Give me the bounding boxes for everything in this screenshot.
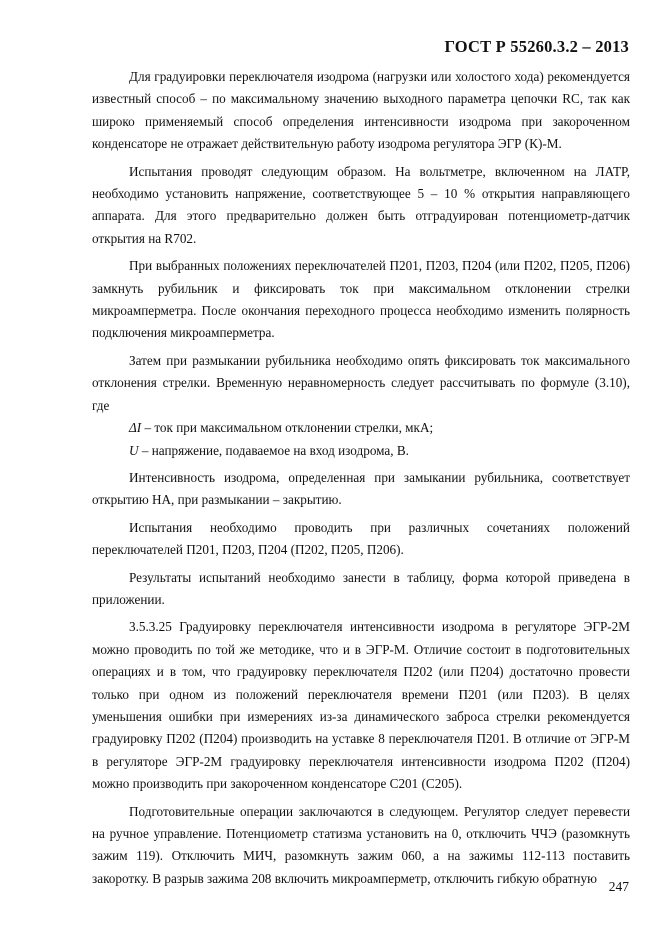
formula-variable-u xyxy=(92,440,630,462)
document-body xyxy=(92,66,630,895)
paragraph-switch-combinations: Испытания необходимо проводить при различных сочетаниях положений переключателей П201, П203, П204 (П202, П205, П206). xyxy=(92,519,630,558)
page-number: 247 xyxy=(608,879,629,894)
paragraph-section-3-5-3-25: 3.5.3.25 Градуировку переключателя интенсивности изодрома в регуляторе ЭГР-2М можно проводить по той же методике, что и в ЭГР-М. Отличие состоит в подготовительных операциях и в том, что градуировку переключателя П202 (или П204) достаточно провести только при одном из положений переключателя времени П201 (или П203). В целях уменьшения ошибки при измерениях из-за динамического заброса стрелки рекомендуется градуировку П202 (П204) производить на уставке 8 переключателя П201. В отличие от ЭГР-М в регуляторе ЭГР-2М градуировку переключателя интенсивности изодрома П202 (П204) можно производить при закороченном конденсаторе С201 (С205). xyxy=(92,619,630,792)
delta-i-description: – ток при максимальном отклонении стрелки, мкА; xyxy=(141,420,434,436)
formula-variable-delta-i xyxy=(92,417,630,439)
paragraph-test-procedure: Испытания проводят следующим образом. На вольтметре, включенном на ЛАТР, необходимо установить напряжение, соответствующее 5 – 10 % открытия направляющего аппарата. Для этого предварительно должен быть отградуирован потенциометр-датчик открытия на R702. xyxy=(92,163,630,246)
u-symbol: U xyxy=(129,442,139,458)
delta-i-symbol: ΔI xyxy=(129,420,142,436)
paragraph-izodrom-calibration-method: Для градуировки переключателя изодрома (нагрузки или холостого хода) рекомендуется известный способ – по максимальному значению выходного параметра цепочки RC, так как широко применяемый способ определения интенсивности изодрома при закороченном конденсаторе не отражает действительную работу изодрома регулятора ЭГР (К)-М. xyxy=(92,69,630,152)
paragraph-switch-positions: При выбранных положениях переключателей П201, П203, П204 (или П202, П205, П206) замкнуть рубильник и фиксировать ток при максимальном отклонении стрелки микроамперметра. После окончания переходного процесса необходимо изменить полярность подключения микроамперметра. xyxy=(92,258,630,341)
paragraph-izodrom-intensity: Интенсивность изодрома, определенная при замыкании рубильника, соответствует открытию НА, при размыкании – закрытию. xyxy=(92,469,630,508)
u-description: – напряжение, подаваемое на вход изодрома, В. xyxy=(138,442,409,458)
paragraph-results-table: Результаты испытаний необходимо занести в таблицу, форма которой приведена в приложении. xyxy=(92,569,630,607)
document-header: ГОСТ Р 55260.3.2 – 2013 xyxy=(444,37,629,56)
paragraph-preparatory-operations: Подготовительные операции заключаются в следующем. Регулятор следует перевести на ручное управление. Потенциометр статизма установить на 0, отключить ЧЧЭ (разомкнуть зажим 119). Отключить МИЧ, разомкнуть зажим 060, а на зажимы 112-113 поставить закоротку. В разрыв зажима 208 включить микроамперметр, отключить гибкую обратную xyxy=(92,803,630,886)
paragraph-current-fixation: Затем при размыкании рубильника необходимо опять фиксировать ток максимального отклонения стрелки. Временную неравномерность следует рассчитывать по формуле (3.10), где xyxy=(92,352,630,413)
